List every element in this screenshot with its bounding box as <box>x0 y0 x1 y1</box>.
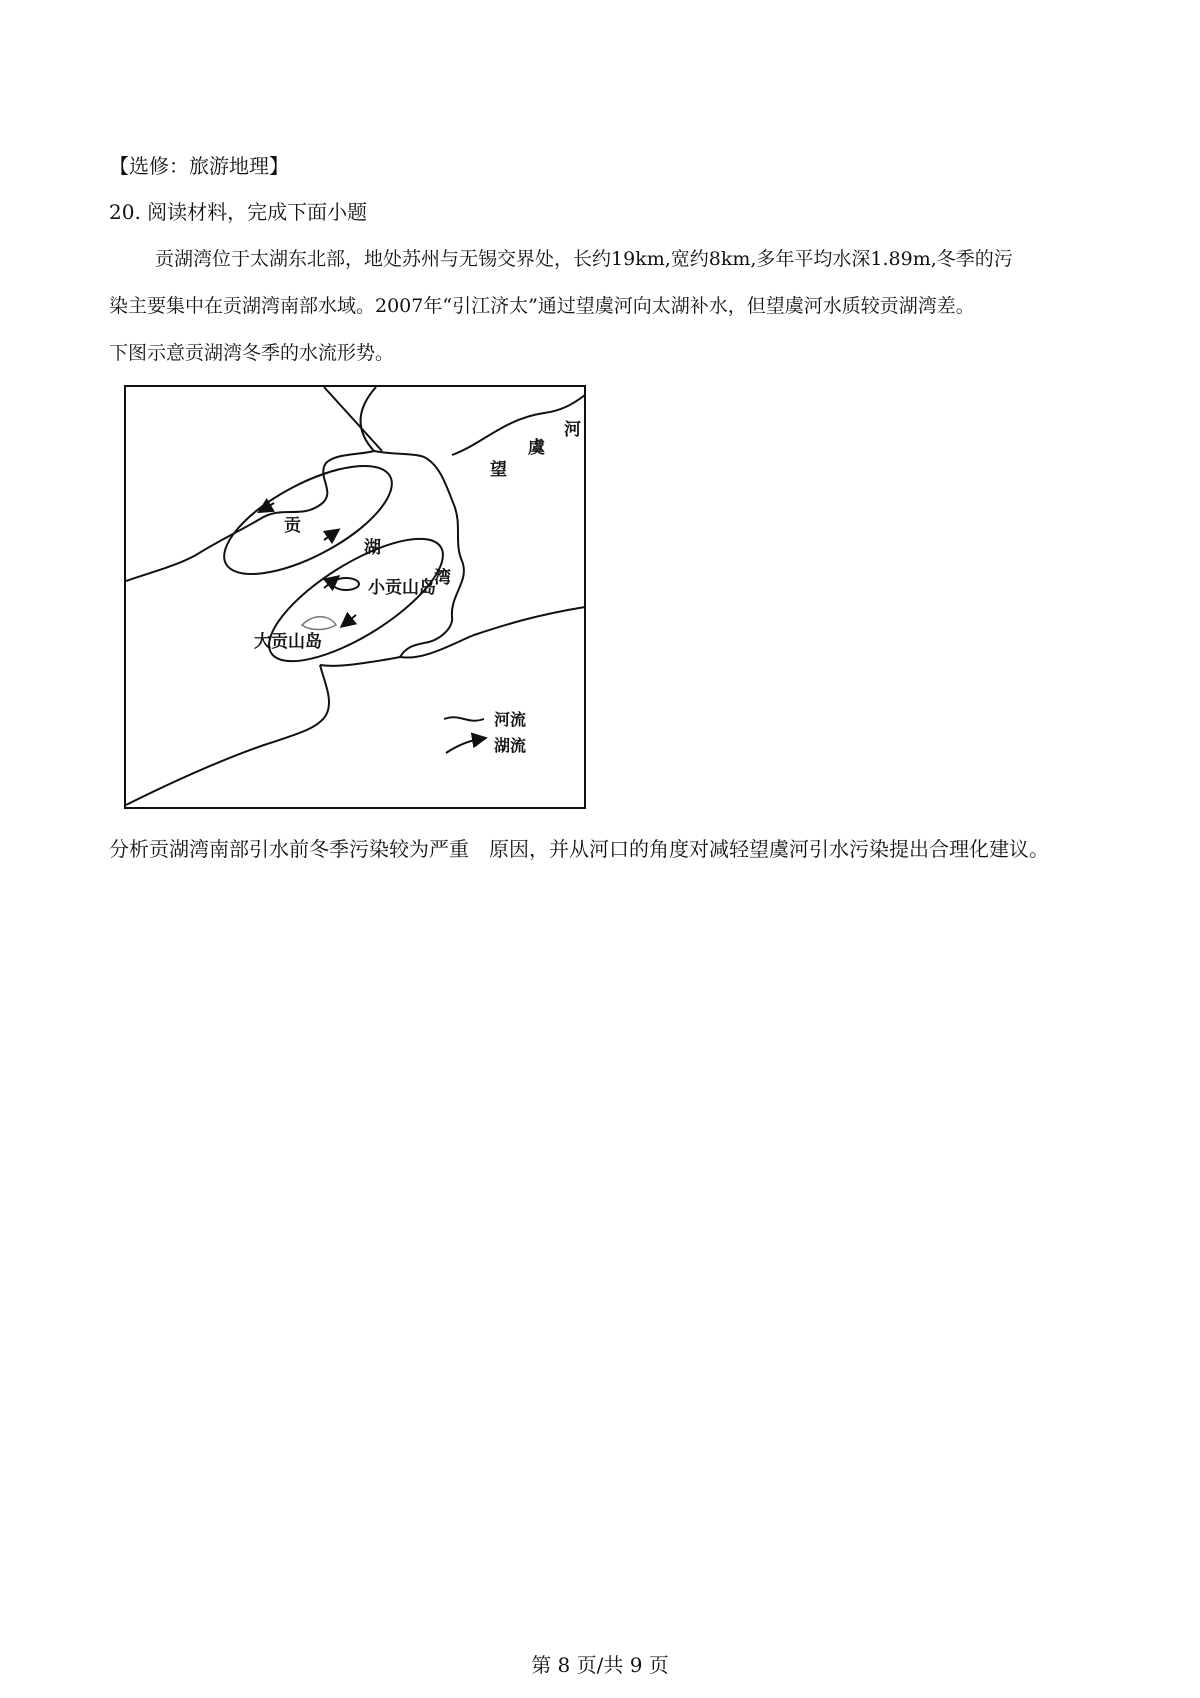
label-bay-hu: 湖 <box>364 538 381 558</box>
material-paragraph-line-2: 染主要集中在贡湖湾南部水域。2007年“引江济太”通过望虞河向太湖补水，但望虞河水质较贡湖湾差。 <box>109 295 975 317</box>
label-bay-wan: 湾 <box>434 568 451 588</box>
material-paragraph-line-1: 贡湖湾位于太湖东北部，地处苏州与无锡交界处，长约19km,宽约8km,多年平均水深1.89m,冬季的污 <box>155 248 1013 270</box>
question-prompt: 分析贡湖湾南部引水前冬季污染较为严重 原因，并从河口的角度对减轻望虞河引水污染提出合理化建议。 <box>109 837 1049 861</box>
label-bay-gong: 贡 <box>284 516 301 536</box>
question-heading: 20. 阅读材料，完成下面小题 <box>109 200 368 224</box>
label-river-wang: 望 <box>490 460 507 480</box>
material-paragraph-line-3: 下图示意贡湖湾冬季的水流形势。 <box>109 342 395 364</box>
label-river-he: 河 <box>564 420 581 440</box>
gonghu-bay-map-figure <box>124 385 586 809</box>
legend-river-label: 河流 <box>494 710 527 729</box>
gonghu-bay-map <box>124 385 586 809</box>
section-title: 【选修：旅游地理】 <box>109 154 289 178</box>
label-small-gongshan-island: 小贡山岛 <box>368 578 436 598</box>
legend-current-label: 湖流 <box>494 736 527 755</box>
label-river-yu: 虞 <box>528 438 545 458</box>
page-footer: 第 8 页/共 9 页 <box>531 1653 669 1677</box>
label-big-gongshan-island: 大贡山岛 <box>254 632 322 652</box>
